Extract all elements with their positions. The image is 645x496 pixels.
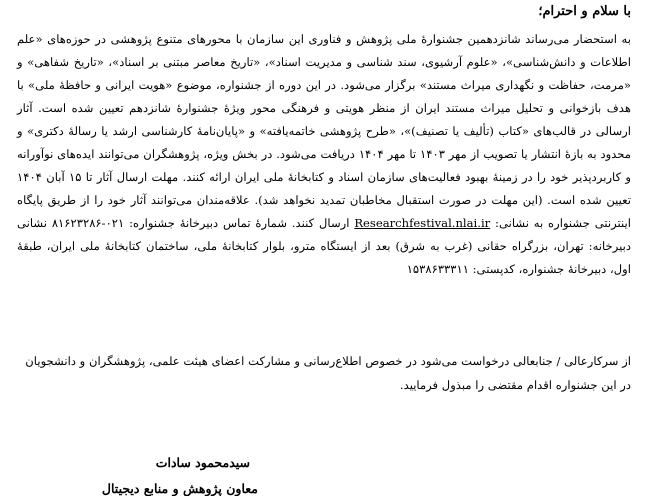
festival-website-link[interactable]: Researchfestival.nlai.ir	[354, 216, 491, 230]
signatory-name: سیدمحمود سادات	[155, 455, 250, 470]
request-paragraph: از سرکارعالی / جنابعالی درخواست می‌شود در خصوص اطلاع‌رسانی و مشارکت اعضای هیئت علمی، پژوهشگران و دانشجویان در این جشنواره اقدام مقتضی را مبذول فرمایید.	[25, 354, 631, 392]
signatory-title: معاون پژوهش و منابع دیجیتال	[101, 481, 258, 496]
letter-body	[17, 28, 631, 281]
body-text-part2: ارسال کنند. شمارهٔ تماس دبیرخانهٔ جشنواره: ۰۲۱-۸۱۶۲۳۲۸۶ نشانی دبیرخانه: تهران، بزرگراه حقانی (غرب به شرق) بعد از ایستگاه مترو، بلوار کتابخانهٔ ملی، ساختمان کتابخانهٔ ملی ایران، طبقهٔ اول، دبیرخانهٔ جشنواره، کدپستی: ۱۵۳۸۶۳۳۳۱۱	[17, 216, 631, 276]
body-text-part1: به استحضار می‌رساند شانزدهمین جشنوارهٔ ملی پژوهش و فناوری این سازمان با محورهای متنوع پژوهشی در حوزه‌های «علم اطلاعات و دانش‌شناسی»، «علوم آرشیوی، سند شناسی و مدیریت اسناد»، «تاریخ معاصر مبتنی بر اسناد»، «تاریخ شفاهی» و «مرمت، حفاظت و نگهداری میراث مستند» برگزار می‌شود. در این دوره از جشنواره، موضوع «هویت ایرانی و حافظهٔ ملی» با هدف بازخوانی و تحلیل میراث مستند ایران از منظر هویتی و فرهنگی محور ویژهٔ جشنوارهٔ شانزدهم تعیین شده است. آثار ارسالی در قالب‌های «کتاب (تألیف یا تصنیف)»، «طرح پژوهشی خاتمه‌یافته» و «پایان‌نامهٔ کارشناسی ارشد یا رسالهٔ دکتری» و محدود به بازهٔ انتشار یا تصویب از مهر ۱۴۰۳ تا مهر ۱۴۰۴ دریافت می‌شود. در بخش ویژه، پژوهشگران می‌توانند ایده‌های نوآورانه و کاربردپذیر خود را در زمینهٔ بهبود فعالیت‌های سازمان اسناد و کتابخانهٔ ملی ایران ارائه کنند. مهلت ارسال آثار تا ۱۵ آبان ۱۴۰۴ تعیین شده است. (این مهلت در صورت استقبال مخاطبان تمدید نخواهد شد). علاقه‌مندان می‌توانند آثار خود را از طریق پایگاه اینترنتی جشنواره به نشانی:	[17, 32, 632, 230]
greeting: با سلام و احترام؛	[538, 4, 631, 19]
